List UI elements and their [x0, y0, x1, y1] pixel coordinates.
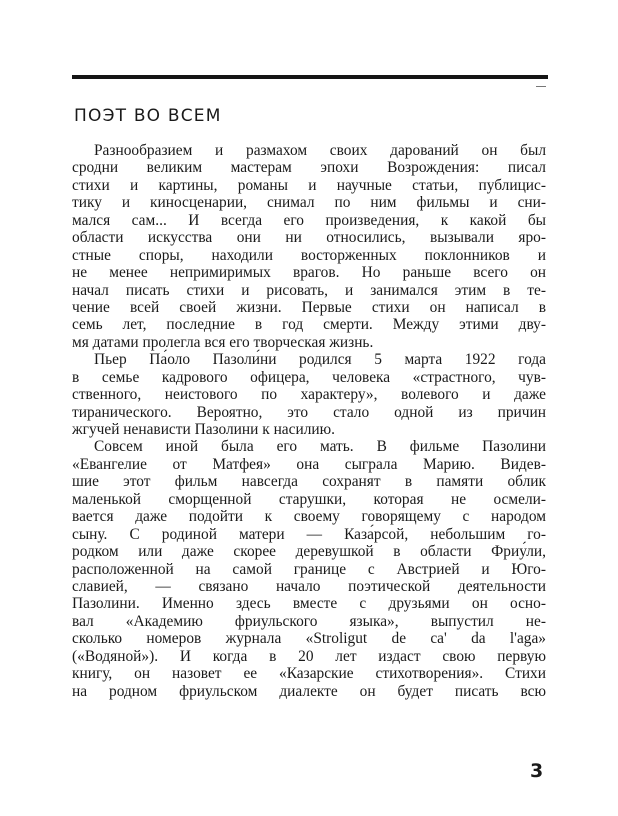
chapter-title: ПОЭТ ВО ВСЕМ [74, 106, 222, 126]
text-line: родком или даже скорее деревушкой в области Фриу́ли, [72, 543, 546, 561]
text-line: вал «Академию фриульского языка», выпустил не- [72, 612, 546, 630]
text-line: стихи и картины, романы и научные статьи, публицис- [72, 176, 546, 194]
rule-mark [536, 86, 546, 87]
text-line: начал писать стихи и рисовать, и занимался этим в те- [72, 281, 546, 299]
text-line: сродни великим мастерам эпохи Возрождения: писал [72, 159, 546, 177]
text-line: сыну. С родиной матери — Каза́рсой, небольшим го- [72, 525, 546, 543]
text-line: расположенной на самой границе с Австрией и Юго- [72, 560, 546, 578]
text-line: славией, — связано начало поэтической деятельности [72, 577, 546, 595]
text-line: Разнообразием и размахом своих дарований он был [94, 142, 546, 159]
text-line: стные споры, находили восторженных поклонников и [72, 246, 546, 264]
text-line: Совсем иной была его мать. В фильме Пазолини [94, 438, 546, 456]
text-line: ственного, неистового по характеру», волевого и даже [72, 386, 546, 404]
text-line: («Водяной»). И когда в 20 лет издаст свою первую [72, 647, 546, 665]
body-text [72, 142, 546, 700]
text-line: чение всей своей жизни. Первые стихи он написал в [72, 298, 546, 316]
text-line: не менее непримиримых врагов. Но раньше всего он [72, 264, 546, 282]
text-line: шие этот фильм навсегда сохранят в памяти облик [72, 473, 546, 491]
text-line: «Евангелие от Матфея» она сыграла Марию. Видев- [72, 455, 546, 473]
text-line: мя датами пролегла вся его творческая жизнь. [72, 333, 374, 351]
text-line: Пазолини. Именно здесь вместе с друзьями он осно- [72, 595, 546, 613]
text-line: Пьер Па́оло Пазоли́ни родился 5 марта 1922 года [94, 351, 546, 369]
page-number: 3 [530, 760, 544, 782]
text-line: тику и киносценарии, снимал по ним фильмы и сни- [72, 194, 546, 212]
text-line: сколько номеров журнала «Stroligut de ca' da l'aga» [72, 630, 546, 648]
top-rule [72, 75, 548, 79]
text-line: области искусства они ни относились, вызывали яро- [72, 229, 546, 247]
text-line: на родном фриульском диалекте он будет писать всю [72, 682, 546, 700]
text-line: семь лет, последние в год смерти. Между этими дву- [72, 316, 546, 334]
text-line: мался сам... И всегда его произведения, к какой бы [72, 211, 546, 229]
text-line: тиранического. Вероятно, это стало одной из причин [72, 403, 546, 421]
text-line: маленькой сморщенной старушки, которая не осмели- [72, 490, 546, 508]
text-line: жгучей ненависти Пазолини к насилию. [72, 421, 335, 438]
text-line: книгу, он назовет ее «Казарские стихотворения». Стихи [72, 665, 546, 683]
text-line: в семье кадрового офицера, человека «страстного, чув- [72, 368, 546, 386]
text-line: вается даже подойти к своему говорящему с народом [72, 508, 546, 526]
